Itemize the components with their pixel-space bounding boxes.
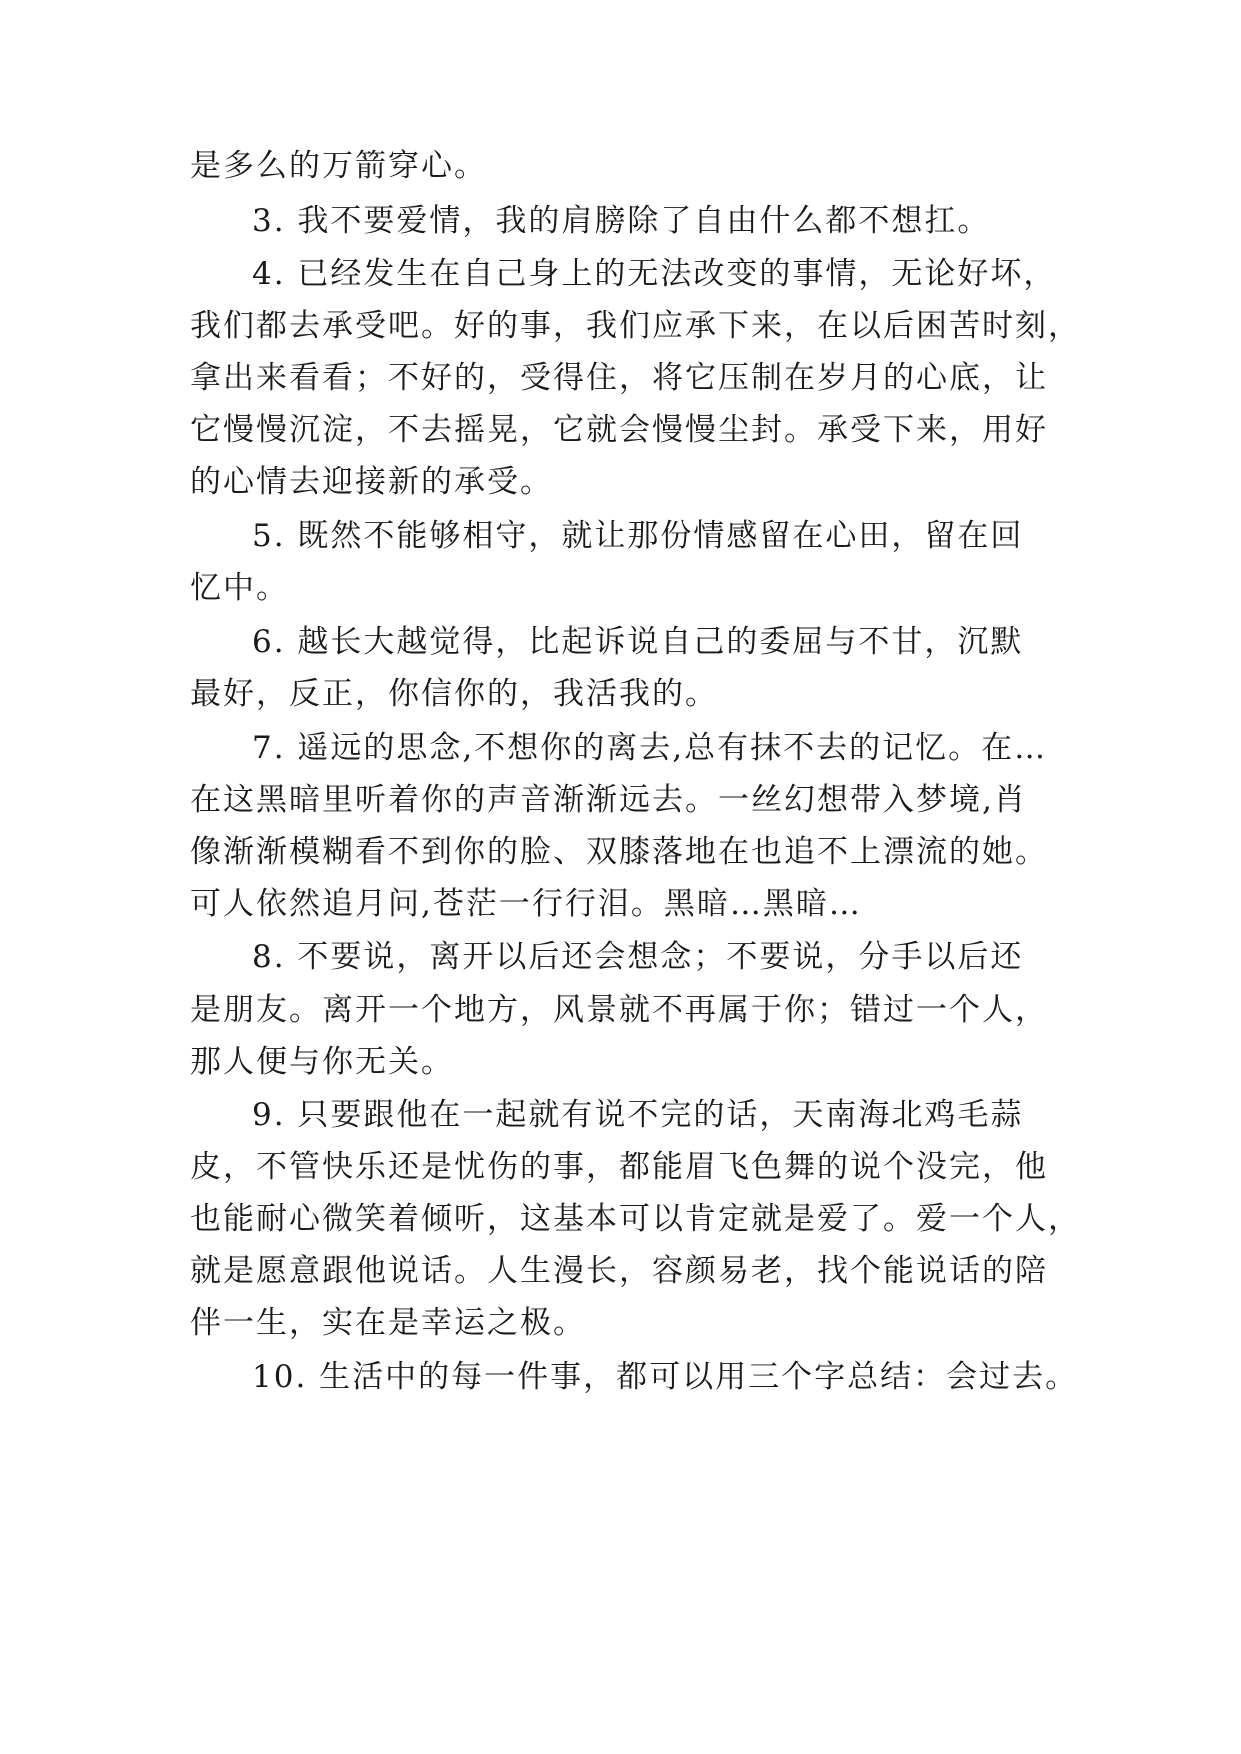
text-line: 6. 越长大越觉得，比起诉说自己的委屈与不甘，沉默 — [252, 624, 1024, 660]
text-line: 像渐渐模糊看不到你的脸、双膝落地在也追不上漂流的她。 — [190, 834, 1048, 870]
text-line: 皮，不管快乐还是忧伤的事，都能眉飞色舞的说个没完，他 — [190, 1149, 1048, 1185]
text-line: 也能耐心微笑着倾听，这基本可以肯定就是爱了。爱一个人， — [190, 1201, 1081, 1237]
text-line: 伴一生，实在是幸运之极。 — [190, 1305, 586, 1341]
text-line: 我们都去承受吧。好的事，我们应承下来，在以后困苦时刻， — [190, 308, 1081, 344]
text-line: 的心情去迎接新的承受。 — [190, 464, 553, 500]
text-line: 是多么的万箭穿心。 — [190, 148, 487, 184]
text-line: 那人便与你无关。 — [190, 1044, 454, 1080]
text-line: 它慢慢沉淀，不去摇晃，它就会慢慢尘封。承受下来，用好 — [190, 412, 1048, 448]
text-line: 9. 只要跟他在一起就有说不完的话，天南海北鸡毛蒜 — [252, 1097, 1024, 1133]
text-line: 4. 已经发生在自己身上的无法改变的事情，无论好坏， — [252, 256, 1057, 292]
text-line: 拿出来看看；不好的，受得住，将它压制在岁月的心底，让 — [190, 360, 1048, 396]
text-line: 3. 我不要爱情，我的肩膀除了自由什么都不想扛。 — [252, 203, 991, 239]
text-line: 忆中。 — [190, 570, 289, 606]
text-line: 8. 不要说，离开以后还会想念；不要说，分手以后还 — [252, 939, 1024, 975]
text-line: 在这黑暗里听着你的声音渐渐远去。一丝幻想带入梦境,肖 — [190, 782, 1027, 818]
text-line: 可人依然追月问,苍茫一行行泪。黑暗…黑暗… — [190, 886, 862, 922]
text-line: 最好，反正，你信你的，我活我的。 — [190, 676, 718, 712]
text-line: 10. 生活中的每一件事，都可以用三个字总结：会过去。 — [252, 1359, 1079, 1395]
text-line: 5. 既然不能够相守，就让那份情感留在心田，留在回 — [252, 518, 1024, 554]
text-line: 7. 遥远的思念,不想你的离去,总有抹不去的记忆。在… — [252, 730, 1048, 766]
text-line: 就是愿意跟他说话。人生漫长，容颜易老，找个能说话的陪 — [190, 1253, 1048, 1289]
text-line: 是朋友。离开一个地方，风景就不再属于你；错过一个人， — [190, 992, 1048, 1028]
